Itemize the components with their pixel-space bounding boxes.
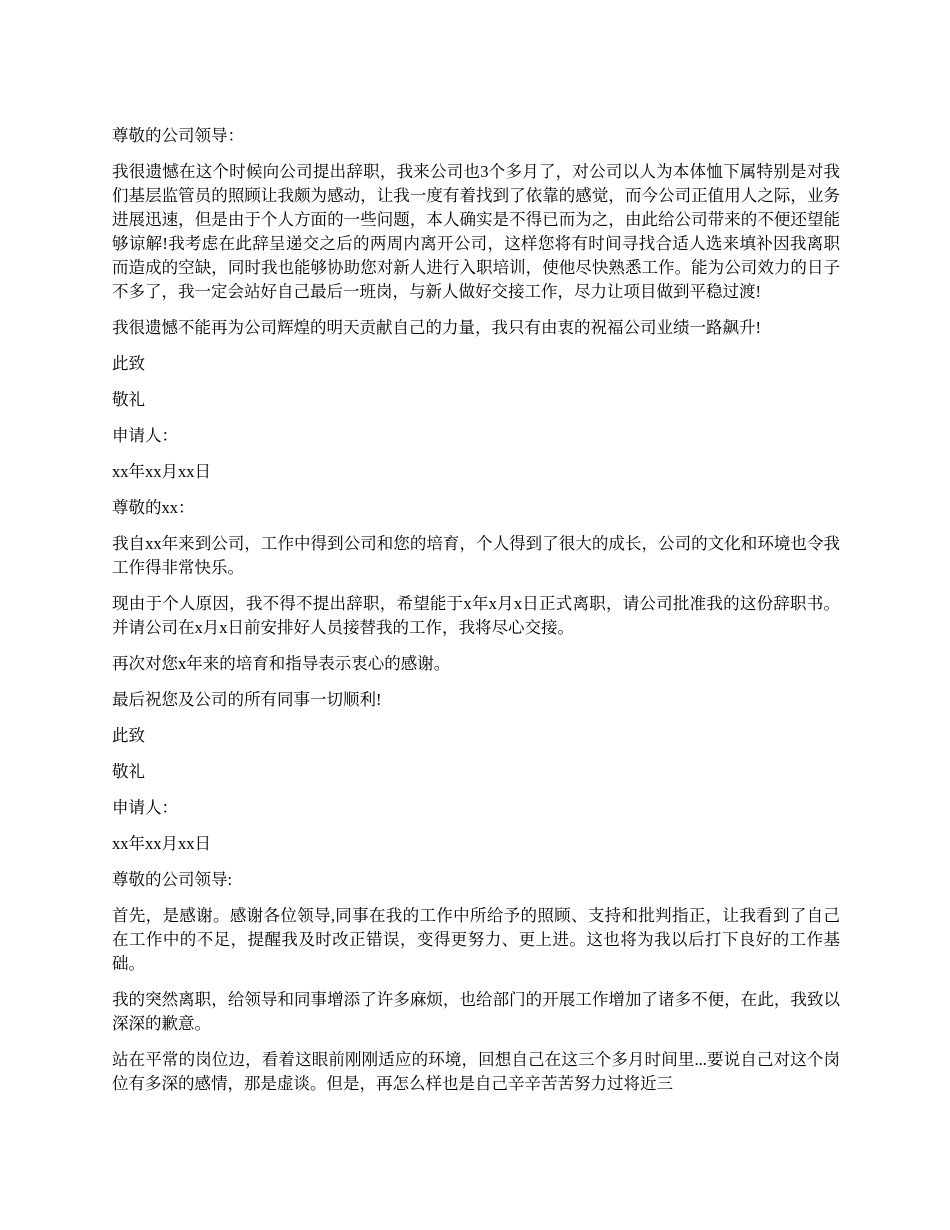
- body-paragraph: 再次对您x年来的培育和指导表示衷心的感谢。: [112, 654, 451, 673]
- salutation: 尊敬的xx：: [112, 498, 195, 517]
- body-paragraph: 我自xx年来到公司，工作中得到公司和您的培育，个人得到了很大的成长，公司的文化和环境也令我工作得非常快乐。: [112, 534, 840, 577]
- salutation: 尊敬的公司领导：: [112, 126, 244, 145]
- body-paragraph: 首先，是感谢。感谢各位领导,同事在我的工作中所给予的照顾、支持和批判指正，让我看到了自己在工作中的不足，提醒我及时改正错误，变得更努力、更上进。这也将为我以后打下良好的工作基础。: [112, 906, 840, 973]
- applicant-line: 申请人：: [112, 426, 178, 445]
- date-line: xx年xx月xx日: [112, 834, 211, 853]
- closing: 敬礼: [112, 390, 145, 409]
- body-paragraph: 我很遗憾不能再为公司辉煌的明天贡献自己的力量，我只有由衷的祝福公司业绩一路飙升!: [112, 318, 761, 337]
- date-line: xx年xx月xx日: [112, 462, 211, 481]
- closing: 此致: [112, 354, 145, 373]
- document-body: [112, 124, 840, 1108]
- closing: 此致: [112, 726, 145, 745]
- applicant-line: 申请人：: [112, 798, 178, 817]
- body-paragraph: 我的突然离职，给领导和同事增添了许多麻烦，也给部门的开展工作增加了诸多不便，在此，我致以深深的歉意。: [112, 990, 840, 1033]
- salutation: 尊敬的公司领导:: [112, 870, 233, 889]
- body-paragraph: 最后祝您及公司的所有同事一切顺利!: [112, 690, 382, 709]
- closing: 敬礼: [112, 762, 145, 781]
- body-paragraph: 我很遗憾在这个时候向公司提出辞职，我来公司也3个多月了，对公司以人为本体恤下属特别是对我们基层监管员的照顾让我颇为感动，让我一度有着找到了依靠的感觉，而今公司正值用人之际，业务进展迅速，但是由于个人方面的一些问题，本人确实是不得已而为之，由此给公司带来的不便还望能够谅解!我考虑在此辞呈递交之后的两周内离开公司，这样您将有时间寻找合适人选来填补因我离职而造成的空缺，同时我也能够协助您对新人进行入职培训，使他尽快熟悉工作。能为公司效力的日子不多了，我一定会站好自己最后一班岗，与新人做好交接工作，尽力让项目做到平稳过渡!: [112, 162, 840, 301]
- body-paragraph: 现由于个人原因，我不得不提出辞职，希望能于x年x月x日正式离职，请公司批准我的这份辞职书。并请公司在x月x日前安排好人员接替我的工作，我将尽心交接。: [112, 594, 840, 637]
- body-paragraph: 站在平常的岗位边，看着这眼前刚刚适应的环境，回想自己在这三个多月时间里...要说自己对这个岗位有多深的感情，那是虚谈。但是，再怎么样也是自己辛辛苦苦努力过将近三: [112, 1050, 840, 1093]
